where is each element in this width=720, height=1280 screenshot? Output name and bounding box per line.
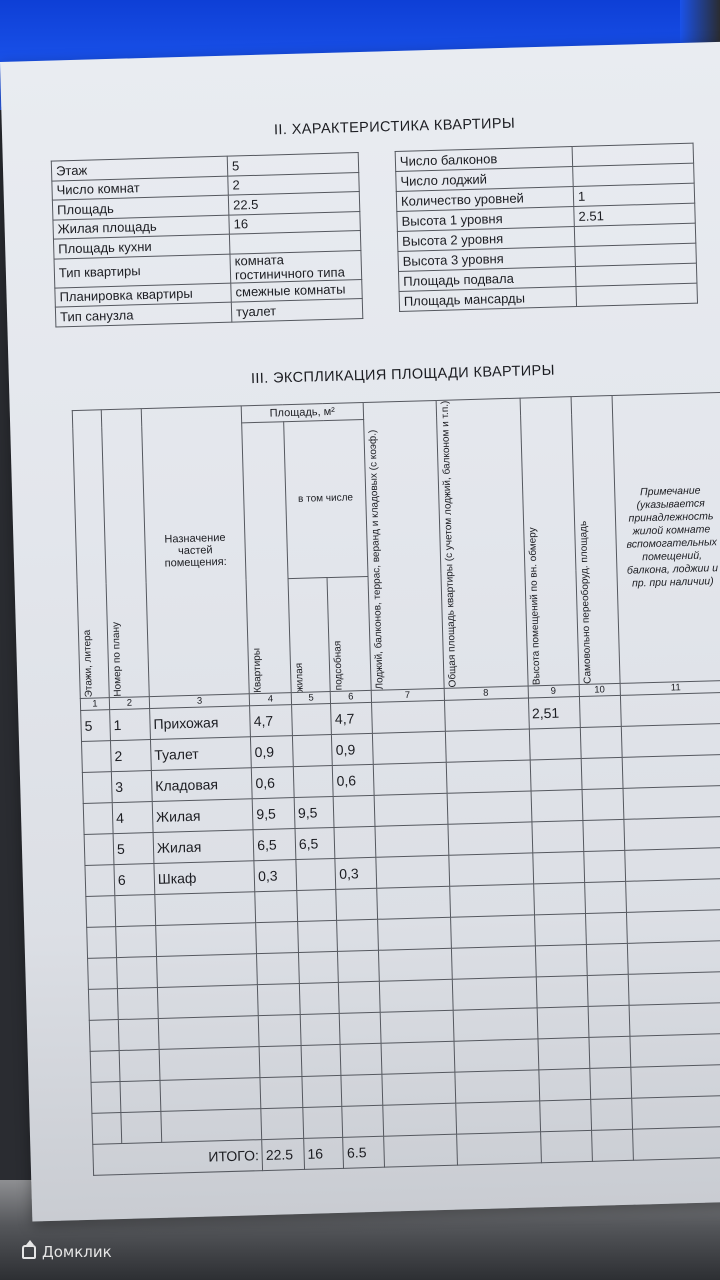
section2-title: II. ХАРАКТЕРИСТИКА КВАРТИРЫ — [273, 115, 516, 139]
empty-cell — [116, 925, 157, 957]
explication-table — [72, 392, 720, 1176]
room-floor — [85, 864, 115, 896]
room-height — [532, 851, 584, 883]
empty-cell — [380, 1010, 454, 1043]
char-left-label: Планировка квартиры — [55, 283, 231, 307]
empty-cell — [160, 1077, 261, 1111]
room-flat: 0,9 — [251, 735, 294, 767]
empty-cell — [539, 1099, 591, 1131]
char-right-value: 1 — [573, 183, 695, 206]
empty-cell — [371, 700, 445, 733]
empty-cell — [633, 1126, 720, 1160]
empty-cell — [256, 921, 299, 953]
room-aux: 0,6 — [333, 764, 374, 796]
room-living — [296, 858, 336, 890]
room-living: 9,5 — [294, 796, 334, 828]
watermark-text: Домклик — [42, 1243, 112, 1261]
char-left-value: 5 — [227, 153, 358, 176]
char-right-value — [576, 283, 698, 306]
empty-cell — [117, 956, 158, 988]
room-floor: 5 — [81, 709, 111, 741]
char-left-value: 22.5 — [228, 192, 359, 215]
char-right-label: Число балконов — [395, 147, 572, 172]
empty-cell — [382, 1103, 456, 1136]
empty-cell — [337, 919, 378, 951]
empty-cell — [631, 1064, 720, 1098]
header-aux: подсобная — [327, 576, 370, 691]
empty-cell — [540, 1130, 592, 1162]
char-left-label: Тип санузла — [55, 302, 231, 326]
empty-cell — [534, 913, 586, 945]
empty-cell — [340, 1043, 381, 1075]
empty-cell — [583, 850, 625, 882]
total-label: ИТОГО: — [93, 1139, 263, 1175]
empty-cell — [258, 1014, 301, 1046]
empty-cell — [580, 726, 622, 758]
empty-cell — [159, 1046, 260, 1080]
empty-cell — [89, 1019, 119, 1051]
char-right-label: Площадь мансарды — [399, 287, 576, 312]
header-incl: в том числе — [284, 419, 368, 578]
empty-cell — [621, 723, 720, 757]
column-number: 1 — [80, 697, 109, 710]
empty-cell — [379, 979, 453, 1012]
domclick-watermark — [22, 1243, 112, 1261]
column-number: 8 — [444, 686, 528, 700]
char-left-value: 16 — [229, 211, 360, 234]
empty-cell — [587, 974, 629, 1006]
char-left-label: Число комнат — [52, 176, 228, 200]
room-name: Жилая — [152, 799, 253, 833]
empty-cell — [155, 892, 256, 926]
room-height — [530, 758, 582, 790]
empty-cell — [297, 889, 337, 921]
empty-cell — [582, 819, 624, 851]
empty-cell — [259, 1045, 302, 1077]
empty-cell — [448, 822, 533, 855]
empty-cell — [589, 1036, 631, 1068]
total-living: 16 — [304, 1137, 344, 1169]
column-number: 2 — [109, 696, 149, 709]
total-aux: 6.5 — [343, 1136, 384, 1168]
empty-cell — [255, 890, 298, 922]
empty-cell — [454, 1070, 539, 1103]
char-right-label: Высота 3 уровня — [398, 247, 575, 272]
room-name: Кладовая — [151, 768, 252, 802]
empty-cell — [626, 878, 720, 912]
empty-cell — [375, 824, 449, 857]
room-height: 2,51 — [528, 696, 580, 728]
empty-cell — [630, 1033, 720, 1067]
room-floor — [83, 802, 113, 834]
empty-cell — [117, 987, 158, 1019]
header-note: Примечание (указывается принадлежность жилой комнате вспомогательных помещений, балкона, лоджии и пр. при наличии) — [612, 392, 720, 683]
empty-cell — [88, 988, 118, 1020]
header-loggias: Лоджий, балконов, террас, веранд и кладовых (с коэф.) — [363, 400, 444, 690]
empty-cell — [581, 757, 623, 789]
room-living — [291, 703, 331, 735]
empty-cell — [121, 1111, 162, 1143]
empty-cell — [627, 940, 720, 974]
column-number: 7 — [371, 688, 444, 702]
empty-cell — [591, 1129, 633, 1161]
empty-cell — [373, 762, 447, 795]
column-number: 10 — [579, 683, 621, 696]
header-living: жилая — [288, 577, 331, 692]
empty-cell — [538, 1037, 590, 1069]
room-no: 1 — [110, 708, 151, 740]
empty-cell — [582, 788, 624, 820]
empty-cell — [302, 1075, 342, 1107]
empty-cell — [621, 692, 720, 726]
empty-cell — [340, 1012, 381, 1044]
empty-cell — [88, 957, 118, 989]
empty-cell — [119, 1049, 160, 1081]
header-flat: Квартиры — [242, 422, 291, 694]
empty-cell — [261, 1107, 304, 1139]
room-living: 6,5 — [295, 827, 335, 859]
char-left-value: смежные комнаты — [231, 279, 362, 302]
empty-cell — [339, 981, 380, 1013]
empty-cell — [301, 1044, 341, 1076]
empty-cell — [299, 982, 339, 1014]
empty-cell — [381, 1072, 455, 1105]
room-no: 5 — [113, 832, 154, 864]
room-aux — [334, 795, 375, 827]
room-floor — [82, 771, 112, 803]
room-no: 2 — [110, 739, 151, 771]
empty-cell — [628, 971, 720, 1005]
empty-cell — [446, 760, 531, 793]
char-left-label: Жилая площадь — [53, 215, 229, 239]
empty-cell — [456, 1132, 541, 1165]
empty-cell — [87, 926, 117, 958]
room-name: Шкаф — [154, 861, 255, 895]
empty-cell — [118, 1018, 159, 1050]
empty-cell — [86, 895, 116, 927]
char-right-label: Число лоджий — [396, 167, 573, 192]
empty-cell — [588, 1005, 630, 1037]
room-height — [531, 789, 583, 821]
empty-cell — [372, 731, 446, 764]
char-left-label: Тип квартиры — [54, 254, 231, 288]
empty-cell — [625, 847, 720, 881]
empty-cell — [92, 1112, 122, 1144]
empty-cell — [585, 912, 627, 944]
empty-cell — [90, 1050, 120, 1082]
char-left-label: Площадь кухни — [53, 234, 229, 258]
column-number: 4 — [249, 692, 291, 705]
empty-cell — [300, 1013, 340, 1045]
empty-cell — [536, 975, 588, 1007]
room-name: Жилая — [153, 830, 254, 864]
char-right-label: Высота 1 уровня — [397, 207, 574, 232]
char-right-label: Количество уровней — [396, 187, 573, 212]
empty-cell — [374, 793, 448, 826]
header-unauth: Самовольно переоборуд. площадь — [571, 396, 621, 685]
empty-cell — [376, 886, 450, 919]
empty-cell — [342, 1105, 383, 1137]
empty-cell — [338, 950, 379, 982]
room-aux: 4,7 — [331, 702, 372, 734]
empty-cell — [303, 1106, 343, 1138]
header-total-incl: Общая площадь квартиры (с учетом лоджий, балконом и т.п.) — [436, 398, 528, 688]
room-height — [531, 820, 583, 852]
room-flat: 6,5 — [253, 828, 296, 860]
empty-cell — [257, 952, 300, 984]
char-left-value: туалет — [231, 298, 362, 321]
room-name: Прихожая — [150, 706, 251, 740]
empty-cell — [622, 754, 720, 788]
room-no: 4 — [112, 801, 153, 833]
room-living — [293, 765, 333, 797]
empty-cell — [450, 915, 535, 948]
empty-cell — [383, 1134, 457, 1167]
empty-cell — [629, 1002, 720, 1036]
room-aux: 0,9 — [332, 733, 373, 765]
empty-cell — [586, 943, 628, 975]
empty-cell — [584, 881, 626, 913]
room-flat: 0,3 — [254, 859, 297, 891]
empty-cell — [260, 1076, 303, 1108]
section3-title: III. ЭКСПЛИКАЦИЯ ПЛОЩАДИ КВАРТИРЫ — [250, 362, 556, 388]
empty-cell — [298, 920, 338, 952]
room-aux: 0,3 — [335, 857, 376, 889]
empty-cell — [258, 983, 301, 1015]
empty-cell — [624, 816, 720, 850]
empty-cell — [157, 984, 258, 1018]
empty-cell — [627, 909, 720, 943]
empty-cell — [451, 946, 536, 979]
char-left-label: Этаж — [51, 156, 227, 180]
empty-cell — [336, 888, 377, 920]
room-floor — [81, 740, 111, 772]
empty-cell — [452, 977, 537, 1010]
room-aux — [334, 826, 375, 858]
empty-cell — [538, 1068, 590, 1100]
empty-cell — [91, 1081, 121, 1113]
empty-cell — [590, 1098, 632, 1130]
char-left-value: 2 — [228, 172, 359, 195]
char-right-label: Площадь подвала — [399, 267, 576, 292]
empty-cell — [537, 1006, 589, 1038]
document-sheet — [0, 42, 720, 1222]
empty-cell — [378, 948, 452, 981]
room-height — [529, 727, 581, 759]
empty-cell — [455, 1101, 540, 1134]
empty-cell — [632, 1095, 720, 1129]
header-area-group: Площадь, м² — [241, 403, 363, 423]
room-flat: 0,6 — [252, 766, 295, 798]
room-no: 3 — [111, 770, 152, 802]
char-right-value: 2.51 — [574, 203, 696, 226]
characteristics-right-table — [395, 143, 698, 312]
room-floor — [84, 833, 114, 865]
empty-cell — [158, 1015, 259, 1049]
column-number: 6 — [331, 690, 371, 703]
room-living — [292, 734, 332, 766]
empty-cell — [533, 882, 585, 914]
empty-cell — [447, 791, 532, 824]
column-number: 9 — [528, 684, 579, 697]
empty-cell — [375, 855, 449, 888]
empty-cell — [377, 917, 451, 950]
empty-cell — [161, 1108, 262, 1142]
room-name: Туалет — [150, 737, 251, 771]
empty-cell — [156, 922, 257, 956]
char-left-value: комната гостиничного типа — [230, 250, 362, 283]
empty-cell — [623, 785, 720, 819]
empty-cell — [341, 1074, 382, 1106]
char-right-label: Высота 2 уровня — [397, 227, 574, 252]
total-flat: 22.5 — [262, 1138, 305, 1170]
empty-cell — [445, 729, 530, 762]
empty-cell — [589, 1067, 631, 1099]
header-purpose: Назначение частей помещения: — [141, 406, 249, 696]
empty-cell — [535, 944, 587, 976]
header-plan-no: Номер по плану — [101, 409, 149, 698]
room-flat: 9,5 — [252, 797, 295, 829]
empty-cell — [157, 953, 258, 987]
empty-cell — [579, 695, 621, 727]
empty-cell — [444, 698, 529, 731]
column-number: 11 — [620, 680, 720, 695]
empty-cell — [298, 951, 338, 983]
room-flat: 4,7 — [250, 704, 293, 736]
room-no: 6 — [114, 863, 155, 895]
domclick-logo-icon — [22, 1245, 36, 1259]
char-left-label: Площадь — [52, 195, 228, 219]
header-height: Высота помещений по вн. обмеру — [520, 397, 579, 686]
empty-cell — [454, 1039, 539, 1072]
empty-cell — [120, 1080, 161, 1112]
empty-cell — [453, 1008, 538, 1041]
column-number: 5 — [291, 691, 331, 704]
empty-cell — [381, 1041, 455, 1074]
empty-cell — [115, 894, 156, 926]
column-number: 3 — [149, 694, 250, 709]
empty-cell — [448, 853, 533, 886]
characteristics-left-table — [51, 152, 364, 327]
header-floor: Этажи, литера — [72, 410, 109, 698]
empty-cell — [449, 884, 534, 917]
